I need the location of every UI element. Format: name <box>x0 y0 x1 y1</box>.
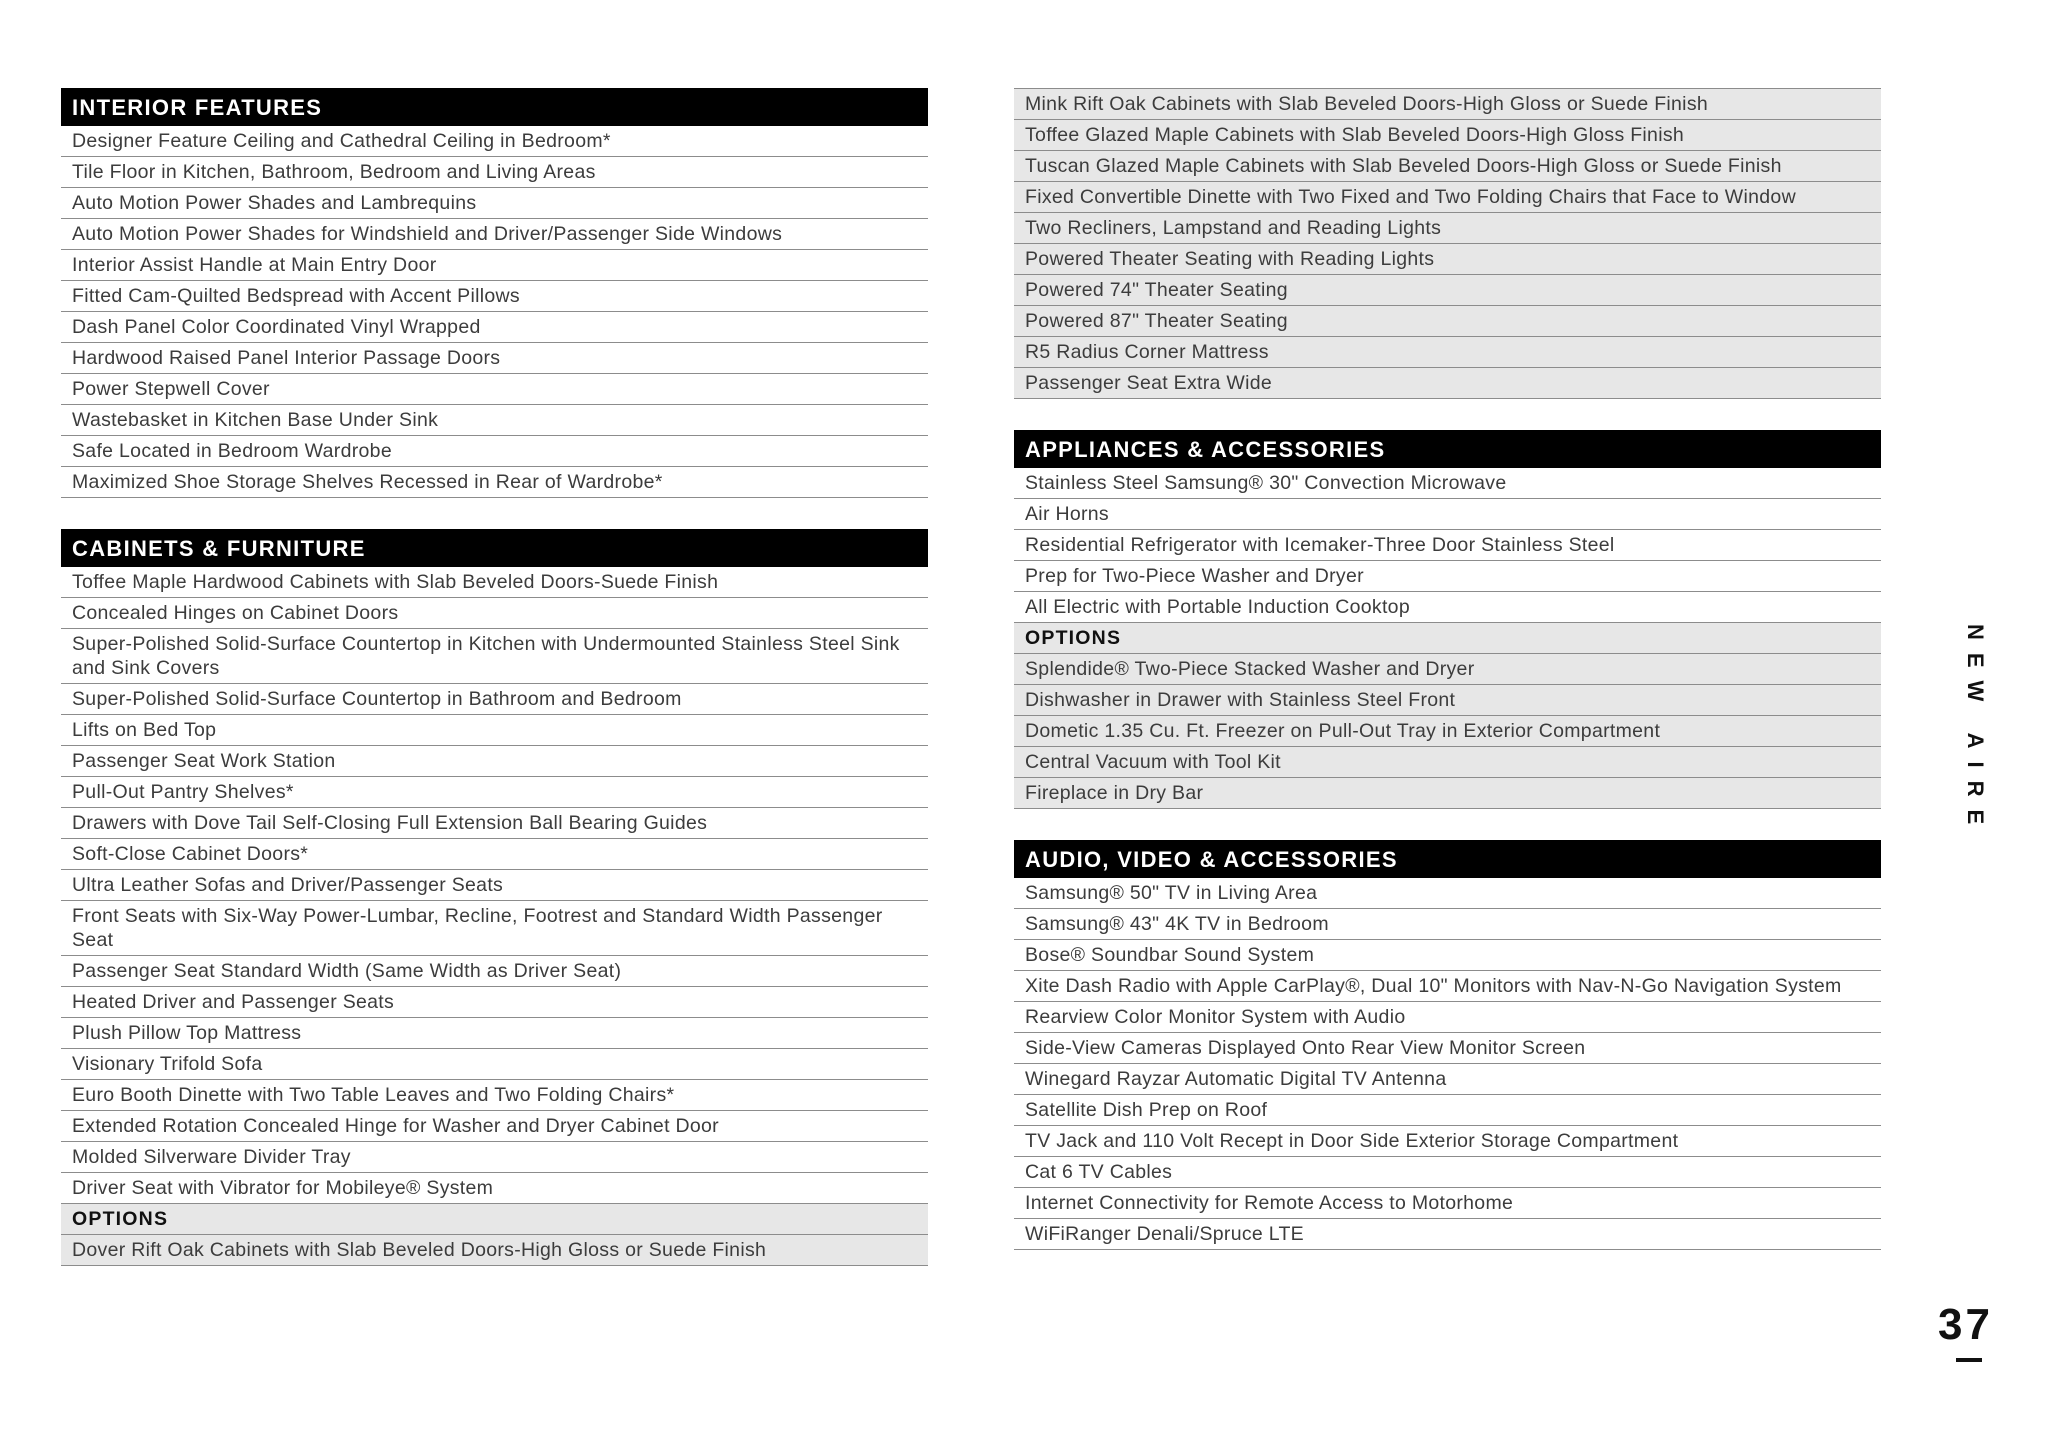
list-item: Plush Pillow Top Mattress <box>61 1018 928 1049</box>
list-item: Extended Rotation Concealed Hinge for Washer and Dryer Cabinet Door <box>61 1111 928 1142</box>
list-item: Dometic 1.35 Cu. Ft. Freezer on Pull-Out Tray in Exterior Compartment <box>1014 716 1881 747</box>
list-item: Passenger Seat Work Station <box>61 746 928 777</box>
interior-features-list <box>61 126 928 498</box>
list-item: Winegard Rayzar Automatic Digital TV Antenna <box>1014 1064 1881 1095</box>
list-item: Auto Motion Power Shades for Windshield and Driver/Passenger Side Windows <box>61 219 928 250</box>
list-item: Front Seats with Six-Way Power-Lumbar, Recline, Footrest and Standard Width Passenger Seat <box>61 901 928 956</box>
list-item: Power Stepwell Cover <box>61 374 928 405</box>
list-item: Side-View Cameras Displayed Onto Rear View Monitor Screen <box>1014 1033 1881 1064</box>
list-item: Powered 74" Theater Seating <box>1014 275 1881 306</box>
list-item: Passenger Seat Extra Wide <box>1014 368 1881 399</box>
list-item: Maximized Shoe Storage Shelves Recessed in Rear of Wardrobe* <box>61 467 928 498</box>
list-item: All Electric with Portable Induction Cooktop <box>1014 592 1881 623</box>
list-item: Concealed Hinges on Cabinet Doors <box>61 598 928 629</box>
list-item: Toffee Maple Hardwood Cabinets with Slab Beveled Doors-Suede Finish <box>61 567 928 598</box>
list-item: Auto Motion Power Shades and Lambrequins <box>61 188 928 219</box>
list-item: Central Vacuum with Tool Kit <box>1014 747 1881 778</box>
cabinets-options-heading: OPTIONS <box>61 1204 928 1235</box>
list-item: Air Horns <box>1014 499 1881 530</box>
audio-video-section <box>1014 840 1881 1250</box>
list-item: Pull-Out Pantry Shelves* <box>61 777 928 808</box>
list-item: Passenger Seat Standard Width (Same Width as Driver Seat) <box>61 956 928 987</box>
list-item: Samsung® 43" 4K TV in Bedroom <box>1014 909 1881 940</box>
audio-video-list <box>1014 878 1881 1250</box>
list-item: Hardwood Raised Panel Interior Passage Doors <box>61 343 928 374</box>
list-item: Powered 87" Theater Seating <box>1014 306 1881 337</box>
list-item: Internet Connectivity for Remote Access to Motorhome <box>1014 1188 1881 1219</box>
appliances-options-list <box>1014 654 1881 809</box>
list-item: Prep for Two-Piece Washer and Dryer <box>1014 561 1881 592</box>
appliances-options-heading: OPTIONS <box>1014 623 1881 654</box>
list-item: Safe Located in Bedroom Wardrobe <box>61 436 928 467</box>
list-item: Super-Polished Solid-Surface Countertop in Kitchen with Undermounted Stainless Steel Sink and Sink Covers <box>61 629 928 684</box>
right-column <box>1014 88 1881 1281</box>
cabinets-furniture-heading: CABINETS & FURNITURE <box>61 529 928 567</box>
list-item: Designer Feature Ceiling and Cathedral Ceiling in Bedroom* <box>61 126 928 157</box>
list-item: Tuscan Glazed Maple Cabinets with Slab Beveled Doors-High Gloss or Suede Finish <box>1014 151 1881 182</box>
list-item: Molded Silverware Divider Tray <box>61 1142 928 1173</box>
list-item: Visionary Trifold Sofa <box>61 1049 928 1080</box>
cabinets-furniture-list <box>61 567 928 1204</box>
list-item: Driver Seat with Vibrator for Mobileye® System <box>61 1173 928 1204</box>
list-item: Super-Polished Solid-Surface Countertop in Bathroom and Bedroom <box>61 684 928 715</box>
list-item: Satellite Dish Prep on Roof <box>1014 1095 1881 1126</box>
interior-features-heading: INTERIOR FEATURES <box>61 88 928 126</box>
list-item: Samsung® 50" TV in Living Area <box>1014 878 1881 909</box>
list-item: Tile Floor in Kitchen, Bathroom, Bedroom and Living Areas <box>61 157 928 188</box>
audio-video-heading: AUDIO, VIDEO & ACCESSORIES <box>1014 840 1881 878</box>
list-item: Soft-Close Cabinet Doors* <box>61 839 928 870</box>
cabinets-options-list <box>61 1235 928 1266</box>
appliances-list <box>1014 468 1881 623</box>
list-item: Stainless Steel Samsung® 30" Convection Microwave <box>1014 468 1881 499</box>
list-item: Rearview Color Monitor System with Audio <box>1014 1002 1881 1033</box>
list-item: Wastebasket in Kitchen Base Under Sink <box>61 405 928 436</box>
list-item: Bose® Soundbar Sound System <box>1014 940 1881 971</box>
list-item: Dover Rift Oak Cabinets with Slab Beveled Doors-High Gloss or Suede Finish <box>61 1235 928 1266</box>
list-item: Fitted Cam-Quilted Bedspread with Accent Pillows <box>61 281 928 312</box>
page-number: 37 <box>1938 1300 1993 1349</box>
list-item: Euro Booth Dinette with Two Table Leaves and Two Folding Chairs* <box>61 1080 928 1111</box>
cabinets-options-continued-list <box>1014 88 1881 399</box>
list-item: Fixed Convertible Dinette with Two Fixed and Two Folding Chairs that Face to Window <box>1014 182 1881 213</box>
list-item: Fireplace in Dry Bar <box>1014 778 1881 809</box>
appliances-heading: APPLIANCES & ACCESSORIES <box>1014 430 1881 468</box>
left-column <box>61 88 928 1297</box>
list-item: Interior Assist Handle at Main Entry Door <box>61 250 928 281</box>
list-item: Mink Rift Oak Cabinets with Slab Beveled Doors-High Gloss or Suede Finish <box>1014 89 1881 120</box>
list-item: Dishwasher in Drawer with Stainless Steel Front <box>1014 685 1881 716</box>
list-item: Splendide® Two-Piece Stacked Washer and Dryer <box>1014 654 1881 685</box>
list-item: Two Recliners, Lampstand and Reading Lights <box>1014 213 1881 244</box>
list-item: Lifts on Bed Top <box>61 715 928 746</box>
list-item: WiFiRanger Denali/Spruce LTE <box>1014 1219 1881 1250</box>
list-item: TV Jack and 110 Volt Recept in Door Side Exterior Storage Compartment <box>1014 1126 1881 1157</box>
list-item: Residential Refrigerator with Icemaker-Three Door Stainless Steel <box>1014 530 1881 561</box>
list-item: Toffee Glazed Maple Cabinets with Slab Beveled Doors-High Gloss Finish <box>1014 120 1881 151</box>
list-item: Cat 6 TV Cables <box>1014 1157 1881 1188</box>
list-item: Ultra Leather Sofas and Driver/Passenger Seats <box>61 870 928 901</box>
page-number-underline <box>1956 1358 1982 1362</box>
list-item: Xite Dash Radio with Apple CarPlay®, Dual 10" Monitors with Nav-N-Go Navigation System <box>1014 971 1881 1002</box>
side-brand-label: NEW AIRE <box>1963 624 1988 838</box>
interior-features-section <box>61 88 928 498</box>
appliances-section <box>1014 430 1881 809</box>
list-item: Heated Driver and Passenger Seats <box>61 987 928 1018</box>
cabinets-furniture-section <box>61 529 928 1266</box>
list-item: Powered Theater Seating with Reading Lights <box>1014 244 1881 275</box>
cabinets-options-continued-section <box>1014 88 1881 399</box>
list-item: Dash Panel Color Coordinated Vinyl Wrapped <box>61 312 928 343</box>
list-item: Drawers with Dove Tail Self-Closing Full Extension Ball Bearing Guides <box>61 808 928 839</box>
list-item: R5 Radius Corner Mattress <box>1014 337 1881 368</box>
